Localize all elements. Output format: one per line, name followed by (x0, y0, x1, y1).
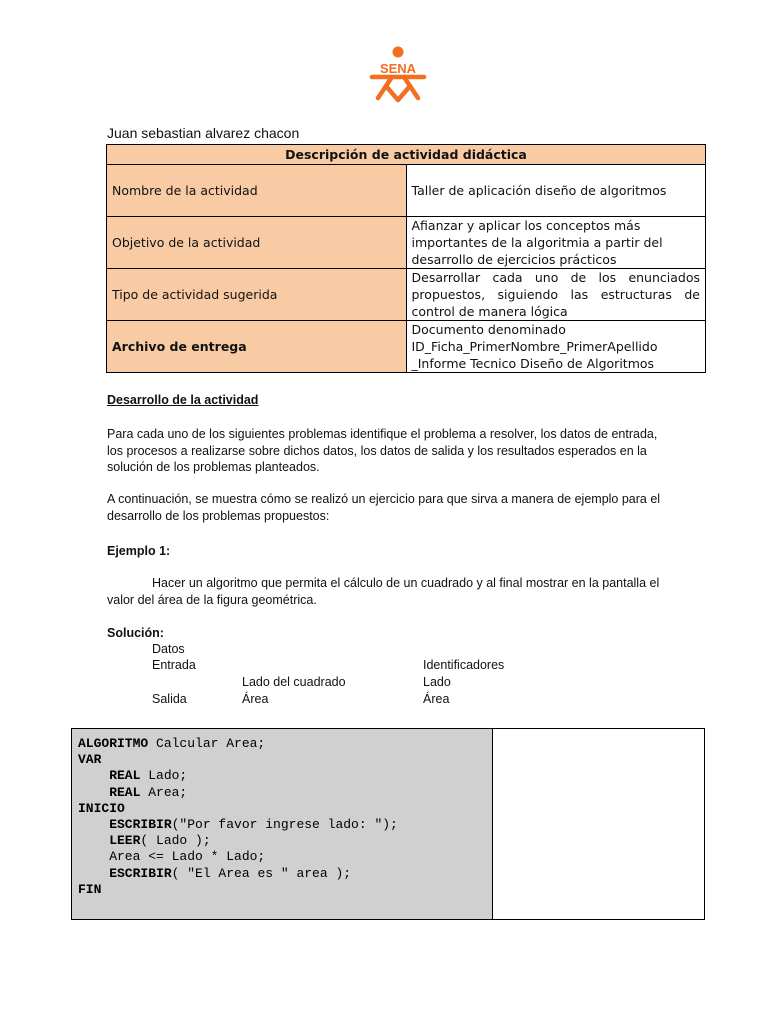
code-text: Area <= Lado * Lado; (78, 849, 266, 865)
code-text: Area; (140, 784, 188, 800)
code-keyword: ESCRIBIR (78, 865, 172, 881)
row-value: Desarrollar cada uno de los enunciados propuestos, siguiendo las estructuras de control de manera lógica (406, 269, 706, 321)
row-value: Afianzar y aplicar los conceptos más importantes de la algoritmia a partir del desarrollo de ejercicios prácticos (406, 217, 706, 269)
sena-logo-icon (366, 44, 430, 108)
sena-logo (366, 44, 430, 108)
activity-description-table (106, 144, 706, 373)
paragraph-2: A continuación, se muestra cómo se realizó un ejercicio para que sirva a manera de ejemplo para el desarrollo de los problemas propuestos: (107, 492, 661, 523)
paragraph-1: Para cada uno de los siguientes problemas identifique el problema a resolver, los datos de entrada, los procesos a realizarse sobre dichos datos, los datos de salida y los resultados esperados en la solución de los problemas planteados. (107, 427, 658, 474)
solution-title: Solución: (107, 626, 164, 640)
row-label: Tipo de actividad sugerida (107, 269, 407, 321)
example-title: Ejemplo 1: (107, 544, 171, 558)
code-text: ("Por favor ingrese lado: "); (171, 817, 398, 833)
row-label: Objetivo de la actividad (107, 217, 407, 269)
author-name: Juan sebastian alvarez chacon (107, 125, 300, 141)
lado-identifier: Lado (423, 675, 451, 689)
row-label: Archivo de entrega (107, 321, 407, 373)
row-value: Taller de aplicación diseño de algoritmos (406, 165, 706, 217)
salida-label: Salida (152, 692, 187, 706)
table-row (107, 269, 706, 321)
example-text: Hacer un algoritmo que permita el cálculo de un cuadrado y al final mostrar en la pantalla el valor del área de la figura geométrica. (107, 576, 660, 607)
row-value (406, 321, 706, 373)
code-text: Lado; (140, 768, 188, 784)
row-value-line: _Informe Tecnico Diseño de Algoritmos (411, 356, 655, 371)
logo-text: SENA (379, 61, 417, 76)
lado-cuadrado-label: Lado del cuadrado (242, 675, 346, 689)
code-text: ( "El Area es " area ); (171, 865, 352, 881)
row-label: Nombre de la actividad (107, 165, 407, 217)
code-keyword: REAL (78, 768, 141, 784)
code-keyword: FIN (78, 881, 102, 897)
area-output: Área (242, 692, 269, 706)
area-identifier: Área (423, 692, 450, 706)
pseudocode-block (72, 729, 493, 919)
table-row (107, 165, 706, 217)
identificadores-label: Identificadores (423, 658, 505, 672)
table-row (107, 321, 706, 373)
code-keyword: VAR (78, 752, 102, 768)
datos-label: Datos (152, 642, 185, 656)
entrada-label: Entrada (152, 658, 196, 672)
code-keyword: REAL (78, 784, 141, 800)
code-keyword: INICIO (78, 800, 125, 816)
code-keyword: ALGORITMO (78, 736, 149, 751)
section-title: Desarrollo de la actividad (107, 393, 259, 407)
row-value-line: Documento denominado ID_Ficha_PrimerNombre_PrimerApellido (411, 322, 658, 354)
code-keyword: LEER (78, 833, 141, 849)
table-header: Descripción de actividad didáctica (107, 145, 706, 165)
table-row (107, 217, 706, 269)
code-keyword: ESCRIBIR (78, 817, 172, 833)
code-text: Calcular Area; (148, 736, 266, 751)
code-text: ( Lado ); (140, 833, 211, 849)
code-table (71, 728, 705, 920)
code-output-cell (493, 729, 704, 919)
